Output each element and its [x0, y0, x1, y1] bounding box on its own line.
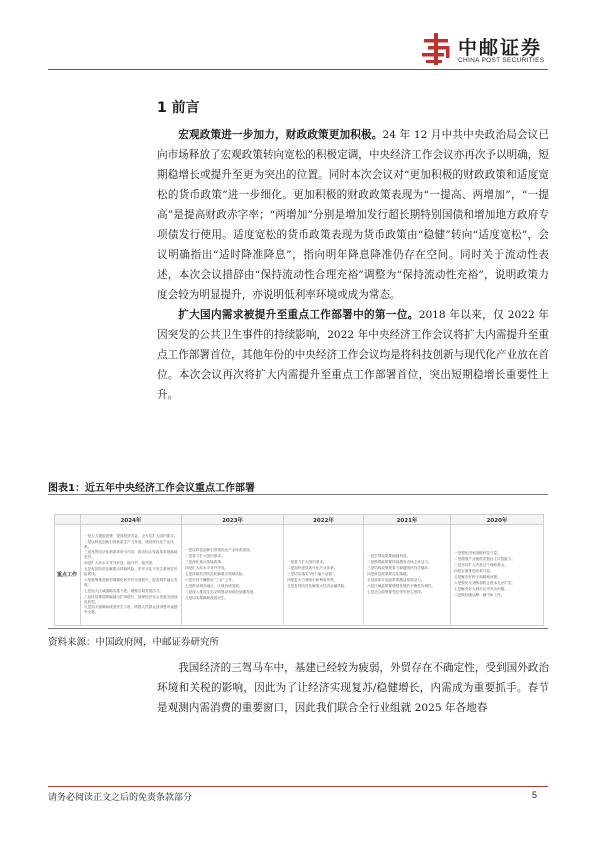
table-cell-item: 三是坚持扩大内需这个战略基点。 — [454, 563, 508, 568]
paragraph-lead: 宏观政策进一步加力，财政政策更加积极。 — [178, 129, 383, 141]
table-cell-item: 四是全面推进改革开放。 — [454, 569, 494, 574]
table-cell-item: 四是更大力度吸引和利用外资。 — [287, 577, 338, 582]
table-cell-item: 二是微观政策要持续激发市场主体活力。 — [367, 560, 432, 565]
table-cell-item: 六是强化反垄断和防止资本无序扩张。 — [454, 580, 516, 585]
table-cell — [81, 525, 182, 626]
table-header-row — [55, 515, 544, 525]
table-header-year: 2024年 — [81, 515, 182, 525]
company-logo — [420, 31, 560, 67]
table-header-year: 2021年 — [364, 515, 451, 525]
figure-top-rule — [48, 494, 548, 495]
logo-chinese-name: 中邮证券 — [458, 37, 543, 59]
intro-paragraphs — [157, 125, 549, 405]
after-figure-paragraph — [157, 658, 549, 718]
table-cell-item: 二是着力扩大国内需求。 — [185, 554, 225, 559]
table-cell-item: 三是深化重点领域改革。 — [185, 560, 225, 565]
table-cell-item: 七是推动城乡融合、区域协调发展。 — [185, 583, 243, 588]
table-cell-item: 一是着力扩大国内需求。 — [287, 560, 327, 565]
china-post-logo-icon — [420, 31, 454, 67]
table-header-year: 2023年 — [182, 515, 284, 525]
table-cell — [451, 525, 544, 626]
table-cell-item: 四是科技政策要扎实落地。 — [367, 572, 411, 577]
table-cell-item: 六是区域政策要增强发展的平衡性协调性。 — [367, 583, 436, 588]
table-cell — [182, 525, 284, 626]
table-cell — [284, 525, 364, 626]
paragraph-macro-policy — [157, 125, 549, 305]
footer-disclaimer: 请务必阅读正文之后的免责条款部分 — [48, 793, 193, 803]
table-cell-item: 九是加大保障和改善民生力度，增强人民群众获得感幸福感安全感。 — [84, 605, 178, 615]
figure-bottom-rule — [48, 628, 548, 629]
table-cell-item: 五是持续有效防范化解重点领域风险。 — [185, 572, 247, 577]
section-title: 1 前言 — [157, 100, 200, 116]
table-cell-item: 一是以科技创新引领现代化产业体系建设。 — [185, 548, 254, 553]
table-cell-item: 五是解决好种子和耕地问题。 — [454, 575, 501, 579]
table-cell-item: 九是切实保障和改善民生。 — [185, 595, 229, 600]
table-cell-item: 一是宏观政策要稳健有效。 — [367, 554, 411, 559]
table-cell-item: 七是社会政策要兜住兜牢民生底线。 — [367, 589, 425, 594]
table-cell-item: 五是改革开放政策要激活发展动力。 — [367, 577, 425, 582]
header-divider — [48, 69, 548, 70]
table-cell-item: 八是深入推进生态文明建设和绿色低碳发展。 — [185, 589, 257, 594]
table-cell-item: 三是切实落实“两个毫不动摇”。 — [287, 572, 338, 577]
table-cell-item: 五是有效防范化解重大经济金融风险。 — [287, 583, 349, 588]
table-header-year: 2020年 — [451, 515, 544, 525]
table-cell-item: 六是统筹推进新型城镇化和乡村全面振兴，促进城乡融合发展。 — [84, 577, 178, 587]
paragraph-body: 2018 年以来，仅 2022 年因突发的公共卫生事件的持续影响，2022 年中央经济工作会议将扩大内需提升至重点工作部署首位，其他年份的中央经济工作会议均是将科技创新与现代化产业放在首位。本次会议再次将扩大内需提升至重点工作部署首位，突出短期稳增长重要性上升。 — [157, 309, 549, 401]
paragraph-domestic-demand — [157, 305, 549, 405]
row-label: 重点工作 — [55, 525, 81, 626]
table-cell-item: 四是扩大高水平对外开放，稳外贸、稳外资。 — [84, 561, 156, 566]
table-row — [55, 525, 544, 626]
table-cell-item: 八是协同推进降碳减污扩绿增长，加紧经济社会发展全面绿色转型。 — [84, 594, 178, 604]
paragraph-body: 24 年 12 月中共中央政治局会议已向市场释放了宏观政策转向宽松的积极定调，中央经济工作会议亦再次予以明确，短期稳增长或提升至更为突出的位置。同时本次会议对“更加积极的财政政策和适度宽松的货币政策”进一步细化。更加积极的财政政策表现为“一提高、两增加”，“一提高”是提高财政赤字率；“两增加”分别是增加发行超长期特别国债和增加地方政府专项债发行使用。适度宽松的货币政策表现为货币政策由“稳健”转向“适度宽松”，会议明确指出“适时降准降息”，指向明年降息降准仍存在空间。同时关于流动性表述，本次会议措辞由“保持流动性合理充裕”调整为“保持流动性充裕”，说明政策力度会较为明显提升，亦说明低利率环境或成为常态。 — [157, 129, 550, 301]
figure-source: 资料来源：中国政府网，中邮证券研究所 — [48, 637, 220, 648]
table-header-blank — [55, 515, 81, 525]
figure-title: 图表1：近五年中央经济工作会议重点工作部署 — [48, 483, 255, 494]
table-cell-item: 二是加快建设现代化产业体系。 — [287, 566, 338, 571]
table-cell-item: 一是大力提振消费、提高投资效益，全方位扩大国内需求。 — [84, 533, 178, 538]
logo-english-name: CHINA POST SECURITIES — [458, 57, 545, 64]
table-header-year: 2022年 — [284, 515, 364, 525]
paragraph-three-drivers: 我国经济的三驾马车中，基建已经较为疲弱，外贸存在不确定性，受到国外政治环境和关税的影响，因此为了让经济实现复苏/稳健增长，内需成为重要抓手。春节是观测内需消费的重要窗口，因此我们联合全行业组就 2025 年各地春 — [157, 662, 549, 714]
table-cell-item: 四是扩大高水平对外开放。 — [185, 566, 229, 571]
table-cell-item: 八是做好碳达峰、碳中和工作。 — [454, 592, 505, 597]
table-cell-item: 二是以科技创新引领新质生产力发展，建设现代化产业体系。 — [84, 539, 174, 549]
work-priorities-table — [54, 514, 544, 626]
table-cell-item: 五是有效防范化解重点领域风险，牢牢守住不发生系统性风险底线。 — [84, 567, 178, 577]
table-cell-item: 七是加大区域战略实施力度，增强区域发展活力。 — [84, 588, 164, 593]
table-cell — [364, 525, 451, 626]
table-cell-item: 三是发挥经济体制改革牵引作用，推动标志性改革举措落地见效。 — [84, 550, 178, 560]
paragraph-lead: 扩大国内需求被提升至重点工作部署中的第一位。 — [178, 309, 419, 321]
table-cell-item: 二是增强产业链供应链自主可控能力。 — [454, 557, 516, 562]
table-cell-item: 一是强化国家战略科技力量。 — [454, 551, 501, 556]
table-cell-item: 三是结构政策要着力畅通国民经济循环。 — [367, 566, 432, 571]
table-cell-item: 六是坚持不懈抓好“三农”工作。 — [185, 577, 236, 582]
footer-divider — [48, 786, 548, 787]
table-cell-item: 七是解决好大城市住房突出问题。 — [454, 586, 508, 591]
page-number: 5 — [532, 790, 538, 800]
